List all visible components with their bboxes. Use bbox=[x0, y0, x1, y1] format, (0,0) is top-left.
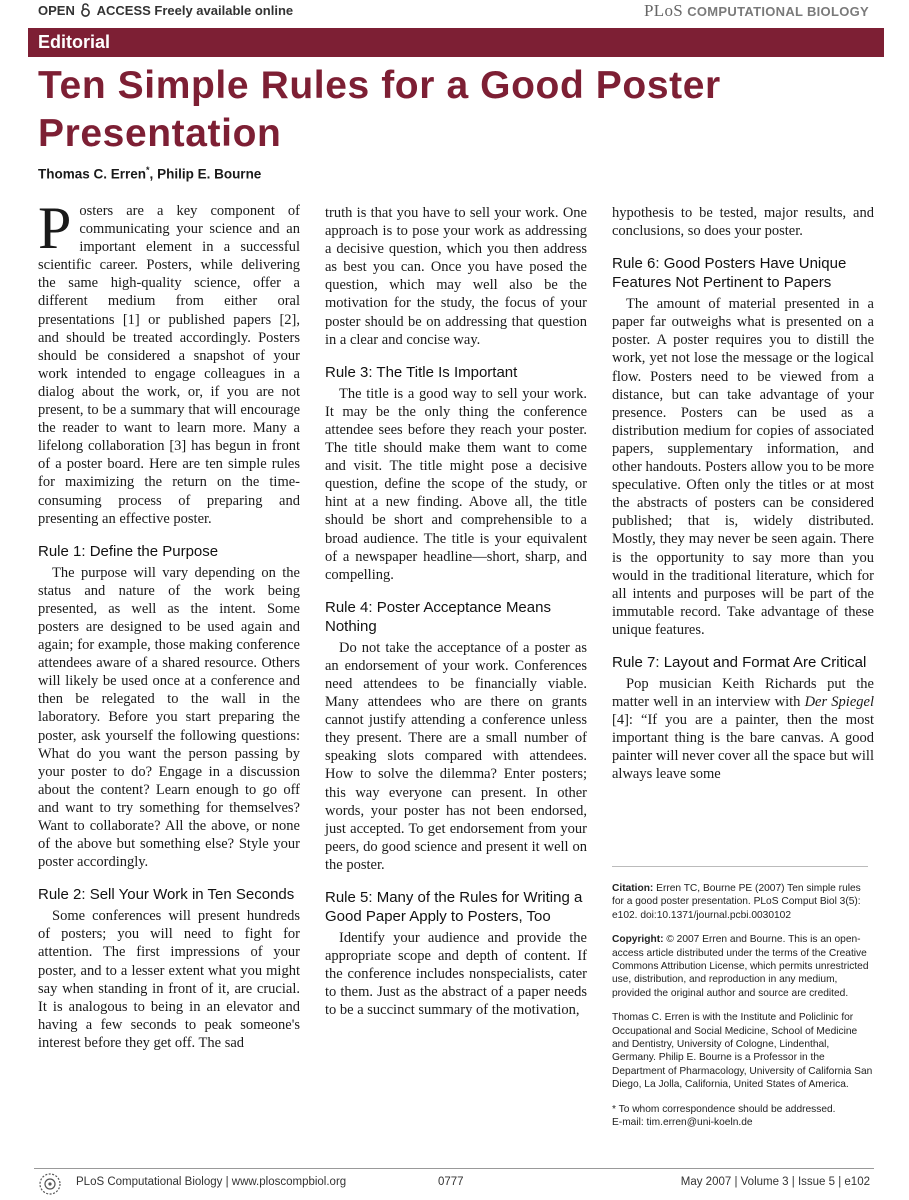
rule-5-heading: Rule 5: Many of the Rules for Writing a Good Paper Apply to Posters, Too bbox=[325, 889, 583, 925]
divider bbox=[612, 866, 868, 867]
rule-3-text: The title is a good way to sell your work. It may be the only thing the conference attendee sees before they reach your poster. The title should make them want to come and visit. The title might pose a decisive question, define the scope of the study, or hint at a new finding. Above all, the title should be short and comprehensible to a broad audience. The title is your equivalent of a newspaper headline—short, sharp, and compelling. bbox=[325, 385, 587, 583]
rule-4-heading: Rule 4: Poster Acceptance Means Nothing bbox=[325, 598, 551, 635]
rule-2-text: Some conferences will present hundreds of posters; you will need to fight for attention. The first impressions of your poster, and to a lesser extent what you might say when standing in front of it, are crucial. It is analogous to being in an elevator and having a few seconds to peak someone's interest before they get off. The sad bbox=[38, 908, 300, 1051]
dropcap: P bbox=[38, 195, 72, 261]
rule-7-text: Pop musician Keith Richards put the matter well in an interview with Der Spiegel [4]: “If you are a painter, then the most important thing is the bare canvas. A good painter will never cover all the space but will always leave some bbox=[612, 675, 874, 783]
column-3 bbox=[612, 204, 874, 784]
footer-journal: PLoS Computational Biology | www.ploscompbiol.org bbox=[76, 1176, 347, 1188]
open-lock-icon bbox=[80, 3, 91, 17]
rule-2-heading: Rule 2: Sell Your Work in Ten Seconds bbox=[38, 886, 295, 904]
rule-3-heading: Rule 3: The Title Is Important bbox=[325, 363, 518, 381]
rule-7-heading: Rule 7: Layout and Format Are Critical bbox=[612, 653, 867, 671]
correspondence: * To whom correspondence should be addressed. E-mail: tim.erren@uni-koeln.de bbox=[612, 1103, 836, 1129]
copyright: Copyright: © 2007 Erren and Bourne. This is an open-access article distributed under the terms of the Creative Commons Attribution License, which permits unrestricted use, distribution, and reproduction in any medium, provided the original author and source are credited. bbox=[612, 934, 869, 999]
rule-5-text-continued: hypothesis to be tested, major results, and conclusions, so does your poster. bbox=[612, 205, 874, 240]
rule-6-heading: Rule 6: Good Posters Have Unique Features Not Pertinent to Papers bbox=[612, 255, 847, 292]
journal-name: PLoS COMPUTATIONAL BIOLOGY bbox=[644, 1, 869, 20]
author-1: Thomas C. Erren bbox=[38, 166, 147, 182]
rule-2-text-continued: truth is that you have to sell your work. One approach is to pose your work as addressing a decisive question, which you then address as best you can. Once you have posed the question, which may well also be the motivation for the study, the focus of your poster should be on addressing that question in a clear and concise way. bbox=[325, 205, 587, 348]
page-number: 0777 bbox=[438, 1176, 464, 1188]
citation: Citation: Erren TC, Bourne PE (2007) Ten simple rules for a good poster presentation. PLoS Comput Biol 3(5): e102. doi:10.1371/journal.pcbi.0030102 bbox=[612, 883, 861, 921]
author-2: Philip E. Bourne bbox=[157, 166, 262, 182]
rule-1-text: The purpose will vary depending on the status and nature of the work being presented, as well as the intent. Some posters are designed to be used again and again; for example, those making conference attendees aware of a shared resource. Others will likely be used once at a conference and then be relegated to the wall in the laboratory. Before you start preparing the poster, ask yourself the following questions: What do you want the person passing by your poster to do? Engage in a discussion about the content? Learn enough to go off and want to try something for themselves? Want to collaborate? All the above, or none of the above but something else? Style your poster accordingly. bbox=[38, 564, 300, 871]
column-2 bbox=[325, 204, 587, 1019]
corresponding-mark: * bbox=[146, 165, 150, 175]
plos-logo-icon bbox=[38, 1172, 62, 1196]
affiliation: Thomas C. Erren is with the Institute and Policlinic for Occupational and Social Medicine, School of Medicine and Dentistry, University of Cologne, Lindenthal, Germany. Philip E. Bourne is a Professor in the Department of Pharmacology, University of California San Diego, La Jolla, California, United States of America. bbox=[612, 1012, 873, 1091]
footer-divider bbox=[34, 1168, 874, 1169]
rule-6-text: The amount of material presented in a paper far outweighs what is presented on a poster. A poster requires you to distill the work, yet not lose the message or the logical flow. Posters need to be viewed from a distance, but can take advantage of your presence. Posters can be used as a distribution medium for copies of associated papers, supplementary information, and other handouts. Posters allow you to be more speculative. Often only the titles or at most the abstracts of posters can be considered published; that is, widely distributed. Mostly, they may never be seen again. There is the opportunity to say more than you would in the traditional literature, which for all intents and purposes will be part of the immutable record. Take advantage of these unique features. bbox=[612, 296, 874, 638]
rule-1-heading: Rule 1: Define the Purpose bbox=[38, 542, 219, 560]
issue-info: May 2007 | Volume 3 | Issue 5 | e102 bbox=[680, 1176, 870, 1188]
page-footer bbox=[38, 1172, 874, 1194]
rule-5-text: Identify your audience and provide the appropriate scope and depth of content. If the conference includes nonspecialists, cater to them. Just as the abstract of a paper needs to be a succinct summary of the motivation, bbox=[325, 930, 587, 1019]
email-link[interactable]: E-mail: tim.erren@uni-koeln.de bbox=[612, 1117, 753, 1129]
article-title: Ten Simple Rules for a Good Poster Presentation bbox=[38, 64, 721, 155]
publication-name: Der Spiegel bbox=[804, 694, 874, 711]
rule-4-text: Do not take the acceptance of a poster as an endorsement of your work. Conferences need attendees to be financially viable. Many attendees who are there on grants cannot justify attending a conference unless they present. There are a small number of speaking slots compared with attendees. How to solve the dilemma? Enter posters; this way everyone can present. In other words, your poster has not been endorsed, just accepted. To get endorsement from your peers, do good science and present it well on the poster. bbox=[325, 639, 587, 873]
article-metadata bbox=[612, 882, 874, 1141]
open-access-badge: OPEN ACCESS Freely available online bbox=[38, 3, 294, 18]
intro-paragraph: Posters are a key component of communicating your science and an important element in a successful scientific career. Posters, while delivering the same high-quality science, offer a different medium from either oral presentations [1] or published papers [2], and should be treated accordingly. Posters should be considered a snapshot of your work intended to engage colleagues in a dialog about the work, or, if you are not present, to be a summary that will encourage the reader to want to learn more. Many a lifelong collaboration [3] has begun in front of a poster board. Here are ten simple rules for maximizing the return on the time-consuming process of preparing and presenting an effective poster. bbox=[38, 195, 300, 527]
column-1 bbox=[38, 195, 300, 1052]
author-list: Thomas C. Erren*, Philip E. Bourne bbox=[38, 165, 262, 182]
section-bar: Editorial bbox=[28, 28, 884, 57]
